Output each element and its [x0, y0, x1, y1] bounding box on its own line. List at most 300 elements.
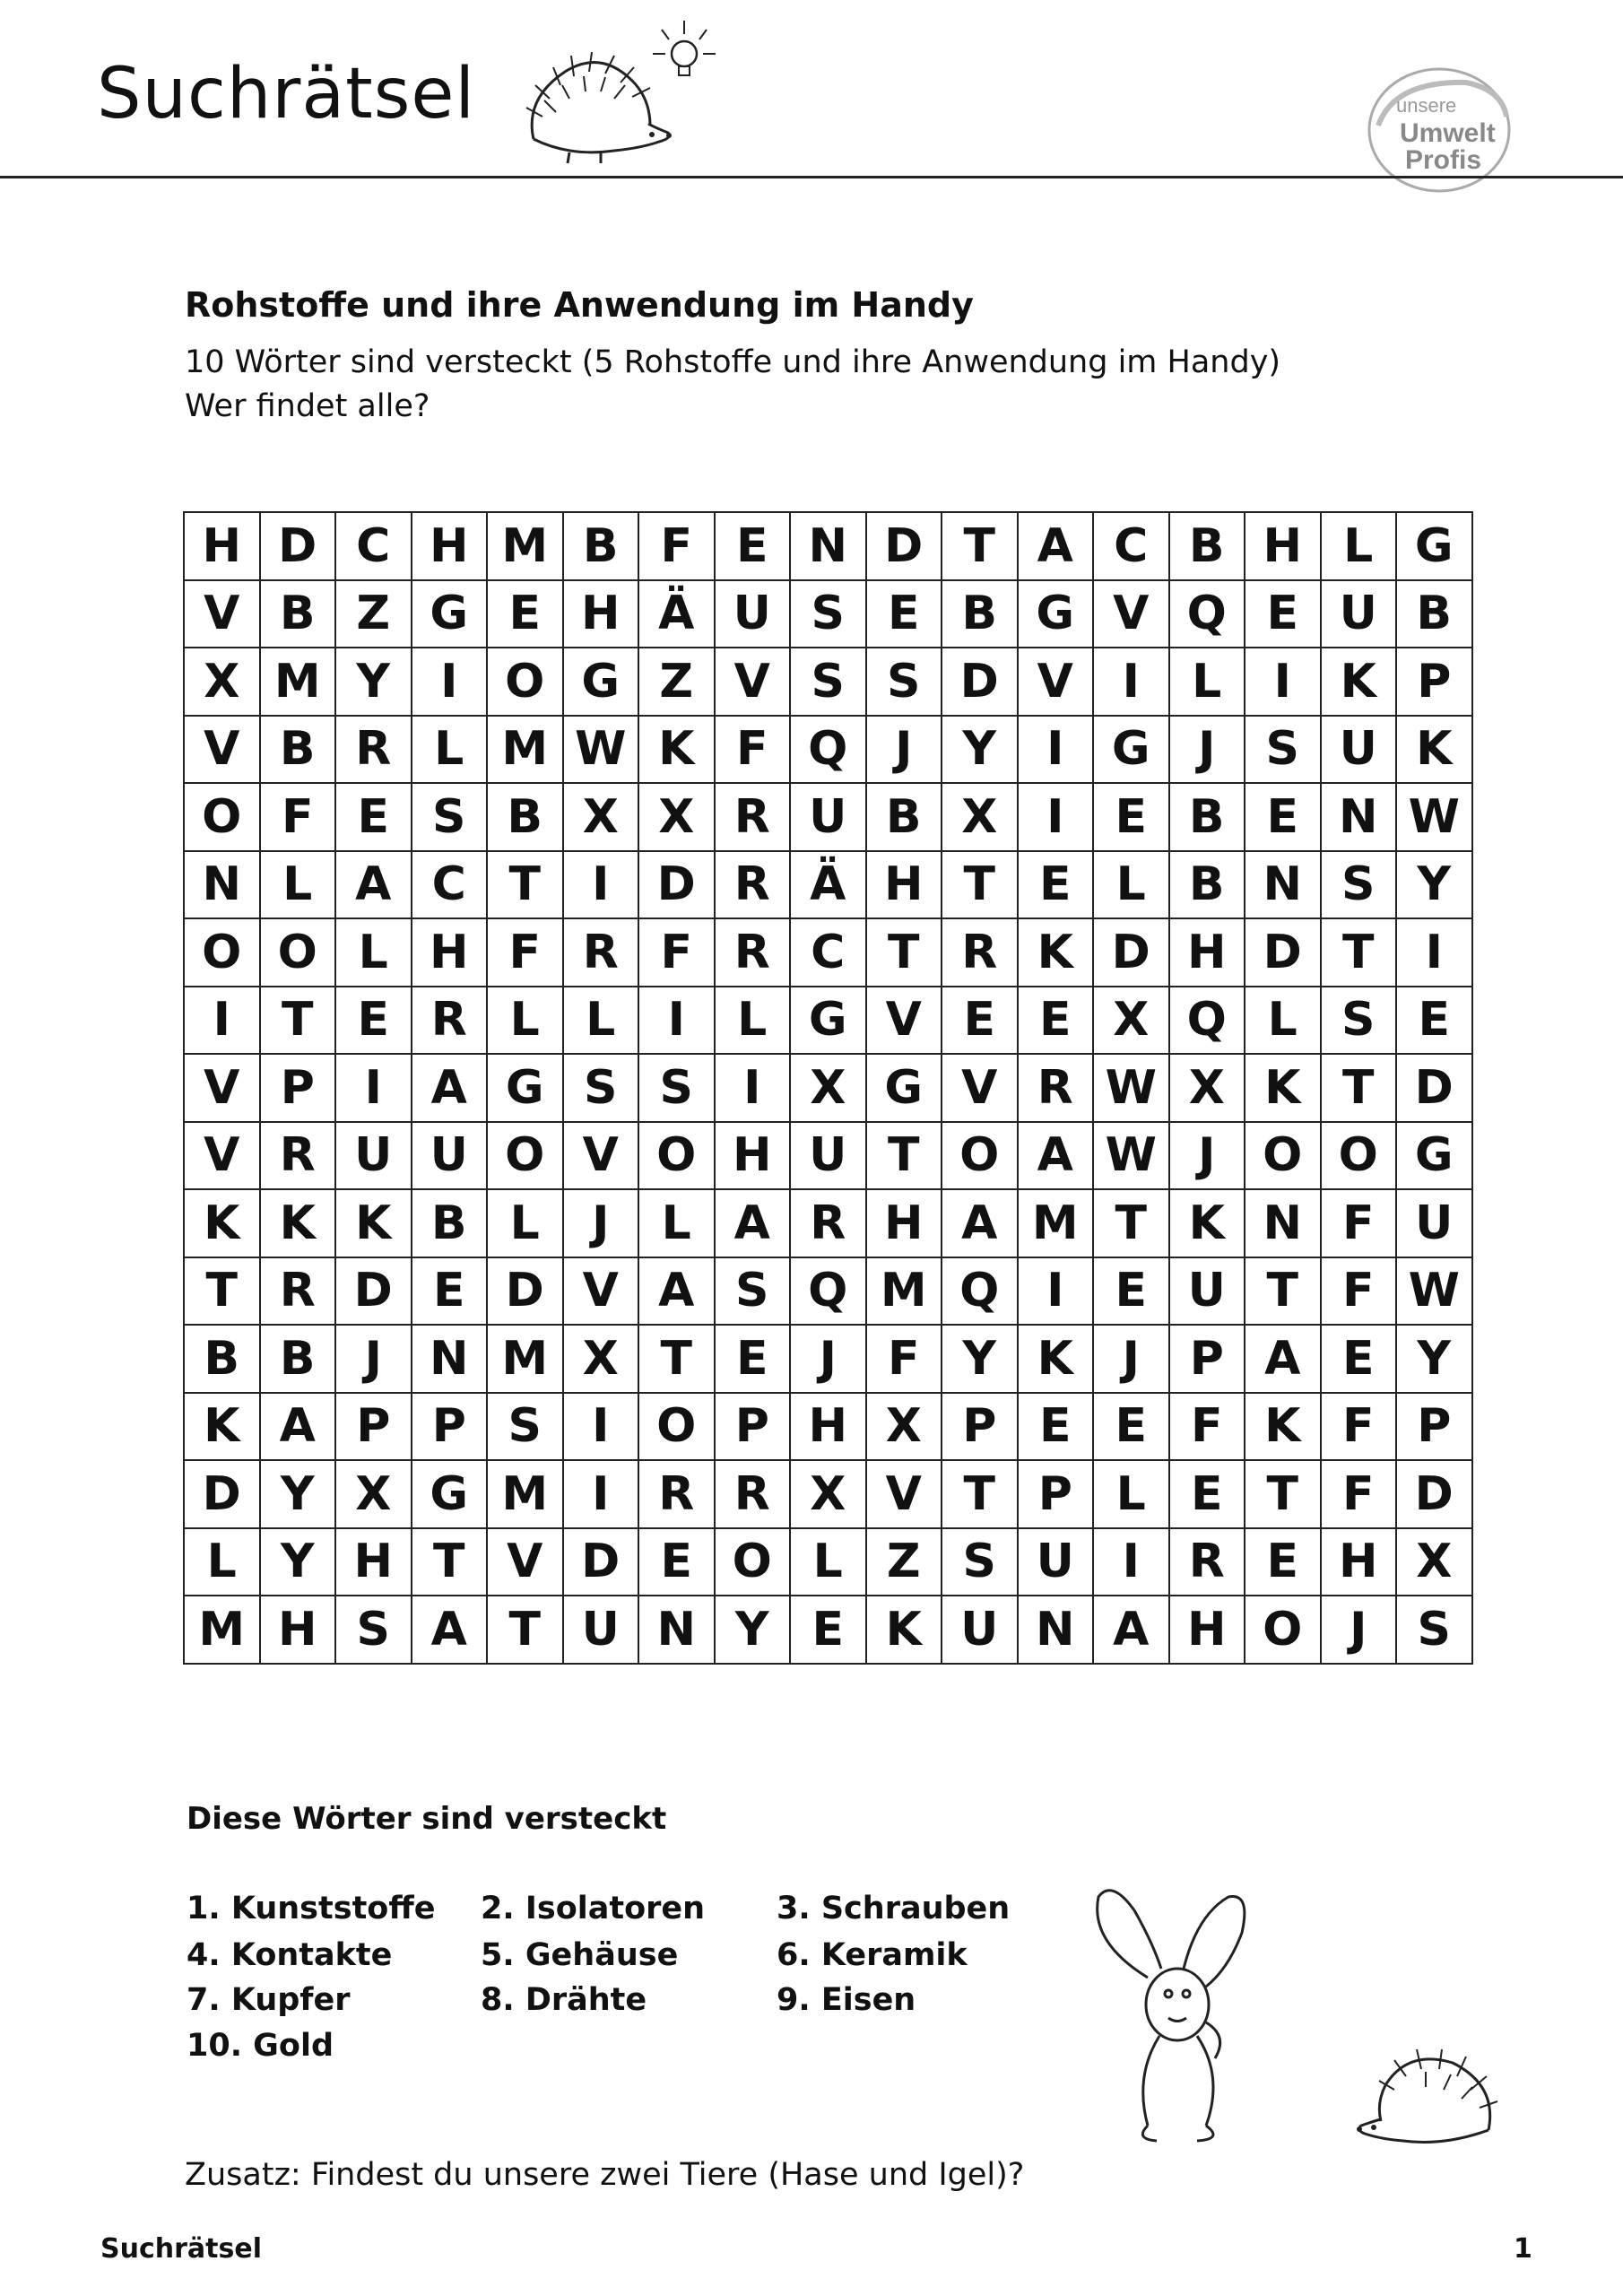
grid-cell[interactable]: B	[260, 1325, 336, 1393]
grid-cell[interactable]: W	[563, 716, 639, 784]
grid-cell[interactable]: H	[412, 918, 488, 987]
grid-cell[interactable]: I	[1093, 1528, 1169, 1596]
grid-cell[interactable]: S	[942, 1528, 1018, 1596]
grid-cell[interactable]: I	[412, 648, 488, 716]
grid-cell[interactable]: D	[942, 648, 1018, 716]
grid-cell[interactable]: X	[790, 1460, 866, 1528]
grid-cell[interactable]: E	[942, 987, 1018, 1055]
word-item: 4. Kontakte	[187, 1937, 393, 1973]
grid-cell[interactable]: T	[942, 512, 1018, 580]
grid-cell[interactable]: W	[1396, 783, 1472, 851]
grid-cell[interactable]: P	[260, 1054, 336, 1122]
grid-cell[interactable]: T	[1093, 1189, 1169, 1257]
grid-cell[interactable]: P	[335, 1393, 412, 1461]
grid-cell[interactable]: A	[1018, 1122, 1094, 1190]
grid-cell[interactable]: L	[563, 987, 639, 1055]
grid-cell[interactable]: I	[638, 987, 715, 1055]
grid-cell[interactable]: O	[1245, 1596, 1321, 1664]
word-item: 1. Kunststoffe	[187, 1891, 436, 1926]
grid-cell[interactable]: L	[638, 1189, 715, 1257]
grid-cell[interactable]: Z	[335, 580, 412, 648]
grid-cell[interactable]: X	[638, 783, 715, 851]
grid-cell[interactable]: D	[184, 1460, 260, 1528]
grid-cell[interactable]: I	[1396, 918, 1472, 987]
grid-cell[interactable]: K	[1018, 1325, 1094, 1393]
grid-cell[interactable]: E	[412, 1257, 488, 1326]
grid-cell[interactable]: N	[1245, 851, 1321, 919]
grid-cell[interactable]: R	[260, 1122, 336, 1190]
grid-cell[interactable]: O	[942, 1122, 1018, 1190]
grid-cell[interactable]: V	[563, 1122, 639, 1190]
grid-cell[interactable]: Q	[1169, 580, 1245, 648]
grid-cell[interactable]: X	[1396, 1528, 1472, 1596]
grid-cell[interactable]: A	[260, 1393, 336, 1461]
grid-cell[interactable]: T	[638, 1325, 715, 1393]
grid-cell[interactable]: J	[1093, 1325, 1169, 1393]
grid-cell[interactable]: E	[1321, 1325, 1397, 1393]
grid-cell[interactable]: A	[412, 1596, 488, 1664]
grid-cell[interactable]: L	[1321, 512, 1397, 580]
grid-cell[interactable]: O	[1245, 1122, 1321, 1190]
grid-cell[interactable]: Ä	[790, 851, 866, 919]
grid-cell[interactable]: O	[184, 783, 260, 851]
grid-cell[interactable]: U	[942, 1596, 1018, 1664]
grid-cell[interactable]: H	[260, 1596, 336, 1664]
grid-cell[interactable]: Y	[1396, 1325, 1472, 1393]
grid-cell[interactable]: R	[260, 1257, 336, 1326]
grid-cell[interactable]: C	[412, 851, 488, 919]
grid-cell[interactable]: O	[260, 918, 336, 987]
grid-cell[interactable]: G	[1396, 1122, 1472, 1190]
grid-cell[interactable]: R	[715, 783, 791, 851]
grid-cell[interactable]: Z	[866, 1528, 942, 1596]
grid-cell[interactable]: K	[1396, 716, 1472, 784]
grid-cell[interactable]: L	[715, 987, 791, 1055]
grid-cell[interactable]: X	[942, 783, 1018, 851]
grid-cell[interactable]: K	[638, 716, 715, 784]
grid-cell[interactable]: X	[184, 648, 260, 716]
grid-cell[interactable]: K	[1245, 1054, 1321, 1122]
grid-cell[interactable]: R	[942, 918, 1018, 987]
grid-row	[184, 512, 1472, 580]
grid-cell[interactable]: U	[1018, 1528, 1094, 1596]
grid-cell[interactable]: E	[1018, 851, 1094, 919]
grid-cell[interactable]: L	[184, 1528, 260, 1596]
grid-cell[interactable]: S	[866, 648, 942, 716]
grid-cell[interactable]: V	[184, 1054, 260, 1122]
grid-cell[interactable]: E	[1396, 987, 1472, 1055]
grid-cell[interactable]: M	[487, 1325, 563, 1393]
grid-cell[interactable]: J	[335, 1325, 412, 1393]
grid-cell[interactable]: D	[563, 1528, 639, 1596]
grid-cell[interactable]: I	[1018, 1257, 1094, 1326]
grid-cell[interactable]: U	[1169, 1257, 1245, 1326]
grid-cell[interactable]: H	[1169, 918, 1245, 987]
grid-cell[interactable]: S	[412, 783, 488, 851]
grid-cell[interactable]: V	[563, 1257, 639, 1326]
grid-cell[interactable]: R	[1169, 1528, 1245, 1596]
grid-cell[interactable]: T	[1245, 1257, 1321, 1326]
grid-cell[interactable]: E	[1018, 987, 1094, 1055]
grid-cell[interactable]: F	[638, 918, 715, 987]
grid-cell[interactable]: A	[412, 1054, 488, 1122]
grid-cell[interactable]: X	[790, 1054, 866, 1122]
grid-cell[interactable]: Q	[790, 1257, 866, 1326]
grid-cell[interactable]: R	[638, 1460, 715, 1528]
grid-cell[interactable]: K	[1018, 918, 1094, 987]
grid-cell[interactable]: O	[184, 918, 260, 987]
grid-cell[interactable]: L	[260, 851, 336, 919]
grid-cell[interactable]: B	[563, 512, 639, 580]
grid-cell[interactable]: A	[1245, 1325, 1321, 1393]
grid-cell[interactable]: I	[1245, 648, 1321, 716]
grid-cell[interactable]: Y	[335, 648, 412, 716]
grid-cell[interactable]: M	[487, 716, 563, 784]
grid-cell[interactable]: M	[1018, 1189, 1094, 1257]
grid-cell[interactable]: H	[563, 580, 639, 648]
grid-cell[interactable]: H	[1169, 1596, 1245, 1664]
grid-cell[interactable]: D	[638, 851, 715, 919]
grid-cell[interactable]: U	[335, 1122, 412, 1190]
grid-cell[interactable]: Q	[942, 1257, 1018, 1326]
grid-cell[interactable]: X	[563, 1325, 639, 1393]
grid-cell[interactable]: V	[715, 648, 791, 716]
grid-cell[interactable]: S	[715, 1257, 791, 1326]
grid-cell[interactable]: P	[1396, 1393, 1472, 1461]
grid-cell[interactable]: M	[260, 648, 336, 716]
grid-cell[interactable]: G	[1093, 716, 1169, 784]
grid-cell[interactable]: D	[1396, 1460, 1472, 1528]
grid-cell[interactable]: I	[1018, 716, 1094, 784]
grid-cell[interactable]: A	[715, 1189, 791, 1257]
grid-cell[interactable]: O	[715, 1528, 791, 1596]
grid-cell[interactable]: I	[563, 1393, 639, 1461]
grid-cell[interactable]: B	[1169, 783, 1245, 851]
grid-cell[interactable]: H	[184, 512, 260, 580]
grid-cell[interactable]: R	[715, 918, 791, 987]
grid-cell[interactable]: F	[1321, 1460, 1397, 1528]
word-item: 7. Kupfer	[187, 1982, 351, 2018]
grid-cell[interactable]: L	[1169, 648, 1245, 716]
grid-cell[interactable]: E	[1093, 1257, 1169, 1326]
grid-cell[interactable]: R	[563, 918, 639, 987]
grid-cell[interactable]: M	[184, 1596, 260, 1664]
grid-cell[interactable]: P	[1018, 1460, 1094, 1528]
grid-cell[interactable]: D	[1093, 918, 1169, 987]
grid-cell[interactable]: Y	[260, 1528, 336, 1596]
grid-cell[interactable]: K	[184, 1393, 260, 1461]
grid-cell[interactable]: F	[1321, 1189, 1397, 1257]
grid-cell[interactable]: A	[942, 1189, 1018, 1257]
grid-cell[interactable]: O	[487, 648, 563, 716]
grid-cell[interactable]: B	[184, 1325, 260, 1393]
grid-cell[interactable]: F	[1169, 1393, 1245, 1461]
grid-cell[interactable]: V	[184, 580, 260, 648]
grid-cell[interactable]: X	[563, 783, 639, 851]
grid-cell[interactable]: D	[335, 1257, 412, 1326]
grid-cell[interactable]: M	[487, 512, 563, 580]
grid-cell[interactable]: V	[487, 1528, 563, 1596]
grid-cell[interactable]: T	[942, 1460, 1018, 1528]
grid-cell[interactable]: P	[715, 1393, 791, 1461]
grid-cell[interactable]: U	[1396, 1189, 1472, 1257]
grid-cell[interactable]: E	[1093, 783, 1169, 851]
grid-cell[interactable]: I	[563, 851, 639, 919]
grid-cell[interactable]: R	[412, 987, 488, 1055]
grid-cell[interactable]: Z	[638, 648, 715, 716]
grid-cell[interactable]: H	[866, 851, 942, 919]
grid-cell[interactable]: E	[866, 580, 942, 648]
grid-cell[interactable]: G	[412, 580, 488, 648]
grid-cell[interactable]: E	[487, 580, 563, 648]
grid-cell[interactable]: V	[866, 1460, 942, 1528]
grid-cell[interactable]: I	[335, 1054, 412, 1122]
grid-cell[interactable]: A	[1018, 512, 1094, 580]
grid-cell[interactable]: T	[1321, 918, 1397, 987]
grid-cell[interactable]: C	[335, 512, 412, 580]
grid-cell[interactable]: X	[1093, 987, 1169, 1055]
grid-cell[interactable]: V	[184, 1122, 260, 1190]
grid-cell[interactable]: N	[1245, 1189, 1321, 1257]
grid-cell[interactable]: K	[1169, 1189, 1245, 1257]
grid-cell[interactable]: E	[335, 783, 412, 851]
grid-cell[interactable]: F	[487, 918, 563, 987]
grid-cell[interactable]: H	[790, 1393, 866, 1461]
grid-cell[interactable]: K	[260, 1189, 336, 1257]
grid-cell[interactable]: T	[866, 918, 942, 987]
grid-cell[interactable]: Q	[1169, 987, 1245, 1055]
grid-cell[interactable]: J	[1169, 716, 1245, 784]
grid-cell[interactable]: E	[638, 1528, 715, 1596]
grid-cell[interactable]: E	[1245, 1528, 1321, 1596]
grid-cell[interactable]: T	[260, 987, 336, 1055]
grid-cell[interactable]: G	[487, 1054, 563, 1122]
grid-cell[interactable]: K	[335, 1189, 412, 1257]
grid-cell[interactable]: Y	[942, 1325, 1018, 1393]
grid-cell[interactable]: B	[1169, 512, 1245, 580]
grid-cell[interactable]: M	[487, 1460, 563, 1528]
grid-cell[interactable]: G	[563, 648, 639, 716]
grid-cell[interactable]: U	[412, 1122, 488, 1190]
grid-cell[interactable]: E	[1093, 1393, 1169, 1461]
grid-cell[interactable]: R	[335, 716, 412, 784]
grid-cell[interactable]: W	[1093, 1122, 1169, 1190]
grid-cell[interactable]: U	[715, 580, 791, 648]
grid-cell[interactable]: F	[866, 1325, 942, 1393]
grid-cell[interactable]: T	[412, 1528, 488, 1596]
grid-cell[interactable]: Ä	[638, 580, 715, 648]
grid-cell[interactable]: D	[1245, 918, 1321, 987]
grid-cell[interactable]: U	[563, 1596, 639, 1664]
grid-cell[interactable]: B	[1169, 851, 1245, 919]
grid-cell[interactable]: K	[1321, 648, 1397, 716]
grid-cell[interactable]: U	[790, 1122, 866, 1190]
grid-cell[interactable]: S	[335, 1596, 412, 1664]
grid-cell[interactable]: S	[790, 648, 866, 716]
grid-cell[interactable]: H	[715, 1122, 791, 1190]
grid-cell[interactable]: A	[1093, 1596, 1169, 1664]
logo-text-unsere: unsere	[1396, 94, 1457, 117]
grid-cell[interactable]: B	[1396, 580, 1472, 648]
grid-cell[interactable]: I	[1093, 648, 1169, 716]
grid-cell[interactable]: C	[790, 918, 866, 987]
grid-cell[interactable]: P	[1396, 648, 1472, 716]
grid-cell[interactable]: N	[184, 851, 260, 919]
grid-cell[interactable]: H	[335, 1528, 412, 1596]
grid-cell[interactable]: D	[487, 1257, 563, 1326]
grid-cell[interactable]: A	[638, 1257, 715, 1326]
grid-cell[interactable]: S	[1321, 987, 1397, 1055]
grid-cell[interactable]: G	[866, 1054, 942, 1122]
grid-cell[interactable]: V	[1018, 648, 1094, 716]
word-item: 8. Drähte	[481, 1982, 647, 2018]
grid-cell[interactable]: N	[1321, 783, 1397, 851]
grid-cell[interactable]: W	[1396, 1257, 1472, 1326]
grid-cell[interactable]: T	[487, 851, 563, 919]
grid-cell[interactable]: T	[1245, 1460, 1321, 1528]
grid-cell[interactable]: J	[1321, 1596, 1397, 1664]
grid-cell[interactable]: Q	[790, 716, 866, 784]
grid-cell[interactable]: I	[715, 1054, 791, 1122]
grid-cell[interactable]: X	[335, 1460, 412, 1528]
grid-cell[interactable]: F	[1321, 1257, 1397, 1326]
grid-cell[interactable]: M	[866, 1257, 942, 1326]
grid-cell[interactable]: N	[638, 1596, 715, 1664]
grid-cell[interactable]: S	[487, 1393, 563, 1461]
word-item: 5. Gehäuse	[481, 1937, 679, 1973]
grid-row	[184, 918, 1472, 987]
grid-cell[interactable]: B	[942, 580, 1018, 648]
grid-cell[interactable]: H	[1245, 512, 1321, 580]
grid-cell[interactable]: V	[184, 716, 260, 784]
grid-cell[interactable]: F	[1321, 1393, 1397, 1461]
grid-cell[interactable]: L	[335, 918, 412, 987]
grid-cell[interactable]: T	[184, 1257, 260, 1326]
grid-cell[interactable]: F	[715, 716, 791, 784]
grid-cell[interactable]: K	[866, 1596, 942, 1664]
grid-cell[interactable]: I	[563, 1460, 639, 1528]
grid-cell[interactable]: V	[866, 987, 942, 1055]
grid-cell[interactable]: L	[412, 716, 488, 784]
grid-cell[interactable]: U	[1321, 580, 1397, 648]
grid-cell[interactable]: T	[866, 1122, 942, 1190]
grid-cell[interactable]: O	[638, 1122, 715, 1190]
grid-cell[interactable]: H	[412, 512, 488, 580]
grid-cell[interactable]: B	[412, 1189, 488, 1257]
grid-cell[interactable]: O	[1321, 1122, 1397, 1190]
grid-cell[interactable]: P	[1169, 1325, 1245, 1393]
grid-cell[interactable]: Y	[1396, 851, 1472, 919]
grid-cell[interactable]: T	[942, 851, 1018, 919]
grid-cell[interactable]: S	[1321, 851, 1397, 919]
grid-cell[interactable]: B	[260, 580, 336, 648]
grid-cell[interactable]: D	[260, 512, 336, 580]
grid-cell[interactable]: L	[487, 987, 563, 1055]
grid-cell[interactable]: X	[866, 1393, 942, 1461]
grid-cell[interactable]: R	[715, 851, 791, 919]
grid-cell[interactable]: H	[866, 1189, 942, 1257]
grid-cell[interactable]: E	[335, 987, 412, 1055]
grid-cell[interactable]: K	[1245, 1393, 1321, 1461]
grid-cell[interactable]: G	[790, 987, 866, 1055]
grid-cell[interactable]: Y	[942, 716, 1018, 784]
grid-cell[interactable]: F	[260, 783, 336, 851]
grid-cell[interactable]: X	[1169, 1054, 1245, 1122]
grid-cell[interactable]: O	[487, 1122, 563, 1190]
grid-cell[interactable]: J	[790, 1325, 866, 1393]
grid-cell[interactable]: Y	[715, 1596, 791, 1664]
grid-cell[interactable]: I	[184, 987, 260, 1055]
grid-cell[interactable]: G	[1396, 512, 1472, 580]
grid-cell[interactable]: N	[1018, 1596, 1094, 1664]
grid-cell[interactable]: L	[1245, 987, 1321, 1055]
grid-cell[interactable]: B	[260, 716, 336, 784]
grid-cell[interactable]: P	[412, 1393, 488, 1461]
grid-cell[interactable]: D	[1396, 1054, 1472, 1122]
grid-cell[interactable]: S	[563, 1054, 639, 1122]
grid-cell[interactable]: E	[715, 1325, 791, 1393]
grid-cell[interactable]: S	[790, 580, 866, 648]
grid-cell[interactable]: E	[1245, 580, 1321, 648]
grid-cell[interactable]: L	[790, 1528, 866, 1596]
grid-cell[interactable]: L	[487, 1189, 563, 1257]
grid-cell[interactable]: J	[866, 716, 942, 784]
grid-cell[interactable]: B	[487, 783, 563, 851]
umweltprofis-logo	[1358, 63, 1520, 201]
grid-cell[interactable]: V	[942, 1054, 1018, 1122]
grid-cell[interactable]: I	[1018, 783, 1094, 851]
grid-cell[interactable]: B	[866, 783, 942, 851]
grid-cell[interactable]: L	[1093, 851, 1169, 919]
grid-cell[interactable]: Y	[260, 1460, 336, 1528]
grid-cell[interactable]: R	[1018, 1054, 1094, 1122]
grid-cell[interactable]: H	[1321, 1528, 1397, 1596]
grid-cell[interactable]: A	[335, 851, 412, 919]
grid-cell[interactable]: R	[790, 1189, 866, 1257]
grid-cell[interactable]: V	[1093, 580, 1169, 648]
grid-cell[interactable]: J	[563, 1189, 639, 1257]
grid-cell[interactable]: N	[790, 512, 866, 580]
grid-cell[interactable]: S	[1245, 716, 1321, 784]
grid-cell[interactable]: O	[638, 1393, 715, 1461]
grid-cell[interactable]: E	[1245, 783, 1321, 851]
grid-cell[interactable]: S	[1396, 1596, 1472, 1664]
grid-cell[interactable]: G	[1018, 580, 1094, 648]
grid-cell[interactable]: W	[1093, 1054, 1169, 1122]
grid-cell[interactable]: K	[184, 1189, 260, 1257]
grid-cell[interactable]: E	[790, 1596, 866, 1664]
grid-cell[interactable]: L	[1093, 1460, 1169, 1528]
grid-cell[interactable]: T	[487, 1596, 563, 1664]
grid-cell[interactable]: P	[942, 1393, 1018, 1461]
grid-cell[interactable]: U	[1321, 716, 1397, 784]
words-heading: Diese Wörter sind versteckt	[187, 1801, 667, 1837]
grid-cell[interactable]: S	[638, 1054, 715, 1122]
grid-cell[interactable]: U	[790, 783, 866, 851]
grid-cell[interactable]: E	[1169, 1460, 1245, 1528]
grid-cell[interactable]: D	[866, 512, 942, 580]
page-title: Suchrätsel	[97, 54, 476, 135]
grid-cell[interactable]: T	[1321, 1054, 1397, 1122]
grid-cell[interactable]: G	[412, 1460, 488, 1528]
grid-cell[interactable]: N	[412, 1325, 488, 1393]
grid-cell[interactable]: J	[1169, 1122, 1245, 1190]
grid-cell[interactable]: E	[715, 512, 791, 580]
grid-cell[interactable]: C	[1093, 512, 1169, 580]
grid-cell[interactable]: F	[638, 512, 715, 580]
grid-cell[interactable]: E	[1018, 1393, 1094, 1461]
grid-cell[interactable]: R	[715, 1460, 791, 1528]
